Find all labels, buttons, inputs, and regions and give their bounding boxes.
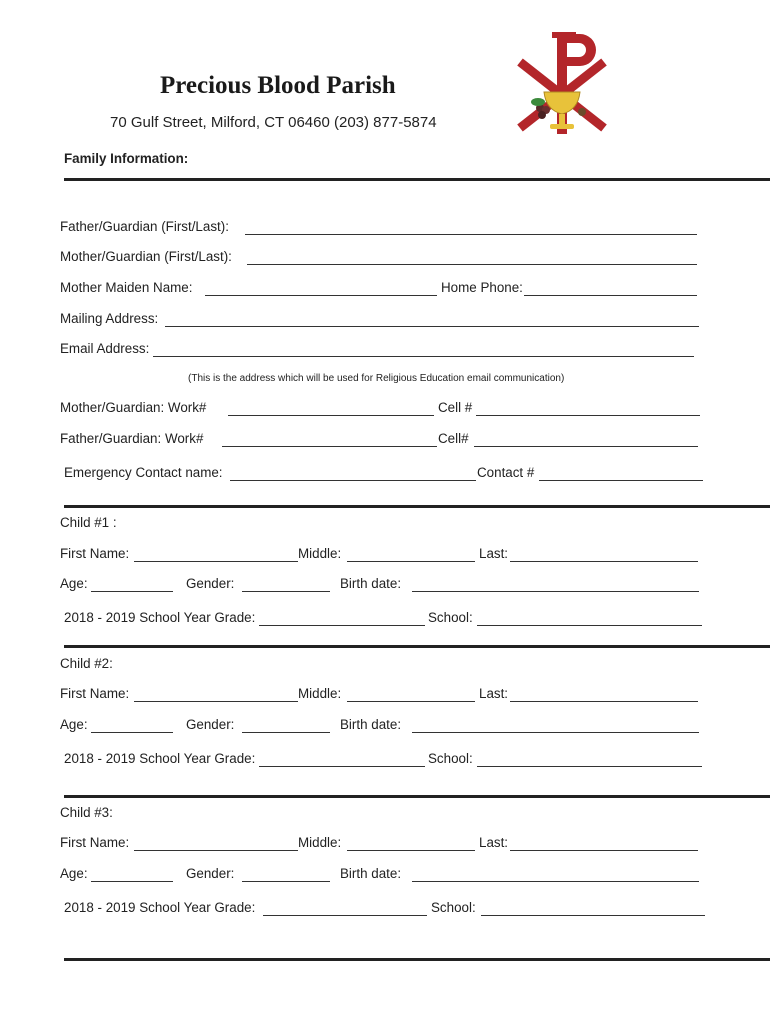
child-3-middle-field[interactable] (347, 836, 475, 851)
child-3-school-label: School: (431, 900, 476, 915)
child-1-age-label: Age: (60, 576, 88, 591)
parish-address: 70 Gulf Street, Milford, CT 06460 (203) 877-5874 (110, 114, 437, 131)
child-1-gender-field[interactable] (242, 577, 330, 592)
mother-cell-field[interactable] (476, 401, 700, 416)
mother-name-field[interactable] (247, 250, 697, 265)
child-3-first-name-label: First Name: (60, 835, 130, 850)
child-2-school-field[interactable] (477, 752, 702, 767)
child-1-middle-label: Middle: (298, 546, 342, 561)
father-name-field[interactable] (245, 220, 697, 235)
home-phone-field[interactable] (524, 281, 697, 296)
home-phone-label: Home Phone: (441, 280, 523, 295)
child-3-grade-field[interactable] (263, 901, 427, 916)
child-1-birth-date-label: Birth date: (340, 576, 402, 591)
contact-number-field[interactable] (539, 466, 703, 481)
mother-work-label: Mother/Guardian: Work# (60, 400, 207, 415)
email-note: (This is the address which will be used for Religious Education email communication) (188, 373, 565, 384)
child-1-age-field[interactable] (91, 577, 173, 592)
emergency-contact-field[interactable] (230, 466, 476, 481)
email-address-field[interactable] (153, 342, 694, 357)
child-2-age-field[interactable] (91, 718, 173, 733)
child-2-grade-field[interactable] (259, 752, 425, 767)
child-1-title: Child #1 : (60, 515, 117, 530)
child-2-middle-field[interactable] (347, 687, 475, 702)
child-2-title: Child #2: (60, 656, 113, 671)
child-3-middle-label: Middle: (298, 835, 342, 850)
mother-name-label: Mother/Guardian (First/Last): (60, 249, 232, 264)
child-1-first-name-field[interactable] (134, 547, 298, 562)
child-1-gender-label: Gender: (186, 576, 235, 591)
section-divider (64, 178, 770, 181)
child-1-birth-date-field[interactable] (412, 577, 699, 592)
contact-number-label: Contact # (477, 465, 535, 480)
mother-cell-label: Cell # (438, 400, 473, 415)
child-1-grade-field[interactable] (259, 611, 425, 626)
father-name-label: Father/Guardian (First/Last): (60, 219, 229, 234)
child-3-birth-date-field[interactable] (412, 867, 699, 882)
child-2-birth-date-label: Birth date: (340, 717, 402, 732)
child-2-first-name-label: First Name: (60, 686, 130, 701)
child-3-first-name-field[interactable] (134, 836, 298, 851)
child-1-first-name-label: First Name: (60, 546, 130, 561)
mother-maiden-field[interactable] (205, 281, 437, 296)
child-2-gender-field[interactable] (242, 718, 330, 733)
child-3-age-label: Age: (60, 866, 88, 881)
child-3-age-field[interactable] (91, 867, 173, 882)
child-2-school-label: School: (428, 751, 473, 766)
child-3-divider (64, 795, 770, 798)
email-address-label: Email Address: (60, 341, 150, 356)
mailing-address-field[interactable] (165, 312, 699, 327)
father-cell-label: Cell# (438, 431, 469, 446)
child-2-last-field[interactable] (510, 687, 698, 702)
father-cell-field[interactable] (474, 432, 698, 447)
parish-title: Precious Blood Parish (160, 72, 396, 99)
child-1-grade-label: 2018 - 2019 School Year Grade: (64, 610, 256, 625)
child-2-age-label: Age: (60, 717, 88, 732)
family-information-heading: Family Information: (64, 151, 189, 166)
emergency-contact-label: Emergency Contact name: (64, 465, 223, 480)
child-3-last-field[interactable] (510, 836, 698, 851)
father-work-label: Father/Guardian: Work# (60, 431, 204, 446)
child-3-gender-label: Gender: (186, 866, 235, 881)
bottom-divider (64, 958, 770, 961)
child-3-gender-field[interactable] (242, 867, 330, 882)
child-1-middle-field[interactable] (347, 547, 475, 562)
child-1-last-field[interactable] (510, 547, 698, 562)
chi-rho-chalice-icon (512, 30, 612, 140)
child-1-last-label: Last: (479, 546, 509, 561)
child-3-title: Child #3: (60, 805, 113, 820)
child-1-school-field[interactable] (477, 611, 702, 626)
father-work-field[interactable] (222, 432, 437, 447)
child-3-school-field[interactable] (481, 901, 705, 916)
child-3-grade-label: 2018 - 2019 School Year Grade: (64, 900, 256, 915)
child-2-middle-label: Middle: (298, 686, 342, 701)
child-1-divider (64, 505, 770, 508)
child-2-grade-label: 2018 - 2019 School Year Grade: (64, 751, 256, 766)
child-2-first-name-field[interactable] (134, 687, 298, 702)
mother-work-field[interactable] (228, 401, 434, 416)
child-2-gender-label: Gender: (186, 717, 235, 732)
mother-maiden-label: Mother Maiden Name: (60, 280, 193, 295)
child-3-last-label: Last: (479, 835, 509, 850)
child-3-birth-date-label: Birth date: (340, 866, 402, 881)
child-2-last-label: Last: (479, 686, 509, 701)
child-2-birth-date-field[interactable] (412, 718, 699, 733)
child-1-school-label: School: (428, 610, 473, 625)
mailing-address-label: Mailing Address: (60, 311, 159, 326)
child-2-divider (64, 645, 770, 648)
